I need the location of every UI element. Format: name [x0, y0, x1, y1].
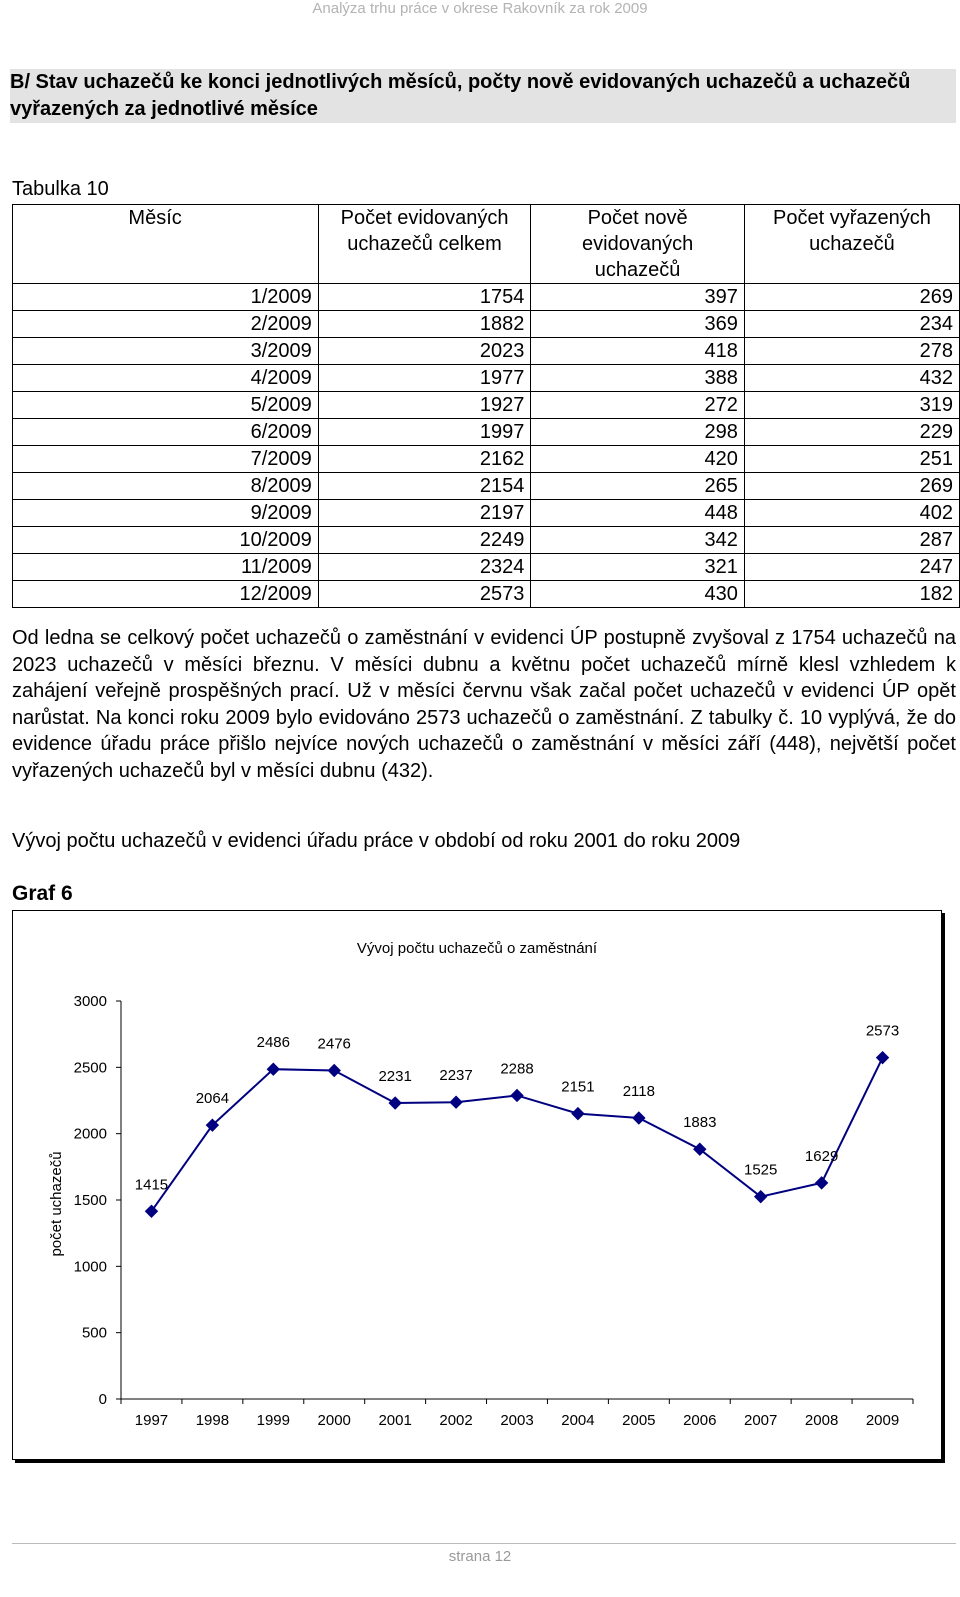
table-caption: Tabulka 10 — [12, 178, 109, 200]
y-tick-label: 3000 — [73, 993, 107, 1010]
x-tick-label: 2002 — [439, 1412, 473, 1429]
cell-total: 2154 — [318, 473, 531, 500]
cell-removed: 432 — [744, 365, 959, 392]
cell-month: 3/2009 — [13, 338, 319, 365]
cell-month: 11/2009 — [13, 554, 319, 581]
table-row — [13, 392, 960, 419]
table-row — [13, 419, 960, 446]
cell-new: 418 — [531, 338, 745, 365]
x-tick-label: 2003 — [500, 1412, 534, 1429]
data-point — [877, 1052, 889, 1064]
cell-month: 8/2009 — [13, 473, 319, 500]
data-point — [816, 1177, 828, 1189]
cell-new: 388 — [531, 365, 745, 392]
body-paragraph: Od ledna se celkový počet uchazečů o zaměstnání v evidenci ÚP postupně zvyšoval z 1754 uchazečů na 2023 uchazečů v měsíci březnu. V měsíci dubnu a květnu počet uchazečů mírně klesl vzhledem k zahájení veřejně prospěšných prací. Už v měsíci červnu však začal počet uchazečů v evidenci ÚP opět narůstat. Na konci roku 2009 bylo evidováno 2573 uchazečů o zaměstnání. Z tabulky č. 10 vyplývá, že do evidence úřadu práce přišlo nejvíce nových uchazečů o zaměstnání v měsíci září (448), největší počet vyřazených uchazečů byl v měsíci dubnu (432). — [12, 627, 956, 782]
y-tick-label: 1000 — [73, 1258, 107, 1276]
data-label: 1629 — [804, 1147, 839, 1165]
x-tick-label: 1997 — [134, 1412, 169, 1429]
x-tick-label: 2004 — [561, 1412, 595, 1429]
header-removed: Počet vyřazených uchazečů — [744, 205, 959, 284]
y-tick-label: 2500 — [73, 1059, 107, 1077]
x-tick-label: 1998 — [195, 1412, 230, 1429]
data-label: 1883 — [683, 1114, 717, 1132]
table-row — [13, 554, 960, 581]
table-row — [13, 311, 960, 338]
cell-month: 1/2009 — [13, 284, 319, 311]
cell-total: 2023 — [318, 338, 531, 365]
cell-total: 2324 — [318, 554, 531, 581]
chart-title: Vývoj počtu uchazečů o zaměstnání — [356, 940, 598, 957]
x-tick-label: 2001 — [378, 1412, 412, 1429]
y-tick-label: 1500 — [73, 1192, 107, 1209]
cell-total: 2197 — [318, 500, 531, 527]
cell-total: 1927 — [318, 392, 531, 419]
data-table — [12, 204, 960, 608]
data-label: 2151 — [561, 1078, 595, 1096]
cell-removed: 269 — [744, 284, 959, 311]
table-row — [13, 284, 960, 311]
data-label: 1415 — [134, 1176, 169, 1194]
cell-total: 2249 — [318, 527, 531, 554]
data-point — [328, 1065, 340, 1077]
data-label: 2486 — [256, 1034, 290, 1052]
x-tick-label: 2007 — [744, 1412, 778, 1429]
cell-removed: 247 — [744, 554, 959, 581]
table-row — [13, 473, 960, 500]
table-row — [13, 365, 960, 392]
cell-removed: 287 — [744, 527, 959, 554]
cell-total: 2573 — [318, 581, 531, 608]
cell-month: 5/2009 — [13, 392, 319, 419]
data-point — [450, 1096, 462, 1108]
cell-new: 265 — [531, 473, 745, 500]
y-tick-label: 500 — [81, 1324, 107, 1342]
cell-month: 6/2009 — [13, 419, 319, 446]
cell-month: 9/2009 — [13, 500, 319, 527]
graf-caption: Graf 6 — [12, 882, 73, 905]
cell-removed: 251 — [744, 446, 959, 473]
cell-removed: 182 — [744, 581, 959, 608]
chart-frame — [12, 910, 942, 1460]
header-new: Počet nově evidovaných uchazečů — [531, 205, 745, 284]
cell-total: 2162 — [318, 446, 531, 473]
table-row — [13, 500, 960, 527]
table-row — [13, 581, 960, 608]
data-label: 2476 — [317, 1035, 351, 1053]
table-row — [13, 527, 960, 554]
header-month: Měsíc — [13, 205, 319, 284]
cell-new: 369 — [531, 311, 745, 338]
line-chart — [13, 911, 941, 1459]
data-point — [633, 1112, 645, 1124]
page-number: strana 12 — [448, 1548, 512, 1565]
data-label: 2237 — [439, 1067, 473, 1085]
table-row — [13, 338, 960, 365]
section-title: B/ Stav uchazečů ke konci jednotlivých měsíců, počty nově evidovaných uchazečů a uchazečů vyřazených za jednotlivé měsíce — [10, 69, 956, 123]
y-tick-label: 2000 — [73, 1125, 107, 1143]
cell-removed: 319 — [744, 392, 959, 419]
cell-total: 1754 — [318, 284, 531, 311]
data-label: 2231 — [378, 1068, 412, 1086]
x-tick-label: 1999 — [256, 1412, 290, 1429]
cell-total: 1882 — [318, 311, 531, 338]
cell-removed: 278 — [744, 338, 959, 365]
table-row — [13, 446, 960, 473]
data-label: 2064 — [195, 1090, 230, 1108]
data-label: 2118 — [622, 1083, 655, 1101]
cell-new: 321 — [531, 554, 745, 581]
cell-month: 7/2009 — [13, 446, 319, 473]
running-header: Analýza trhu práce v okrese Rakovník za rok 2009 — [312, 0, 648, 17]
x-tick-label: 2005 — [622, 1412, 656, 1429]
cell-new: 420 — [531, 446, 745, 473]
cell-month: 10/2009 — [13, 527, 319, 554]
x-tick-label: 2000 — [317, 1412, 351, 1429]
x-tick-label: 2009 — [865, 1412, 900, 1429]
cell-new: 298 — [531, 419, 745, 446]
cell-new: 448 — [531, 500, 745, 527]
cell-removed: 402 — [744, 500, 959, 527]
y-tick-label: 0 — [98, 1391, 107, 1408]
cell-month: 2/2009 — [13, 311, 319, 338]
cell-removed: 269 — [744, 473, 959, 500]
data-label: 2573 — [865, 1022, 900, 1040]
footer-rule — [12, 1543, 956, 1544]
data-label: 1525 — [744, 1161, 778, 1179]
cell-removed: 229 — [744, 419, 959, 446]
data-point — [511, 1089, 523, 1101]
data-point — [572, 1108, 584, 1120]
header-total: Počet evidovaných uchazečů celkem — [318, 205, 531, 284]
data-point — [389, 1097, 401, 1109]
cell-month: 12/2009 — [13, 581, 319, 608]
cell-total: 1997 — [318, 419, 531, 446]
series-line — [151, 1058, 882, 1212]
cell-removed: 234 — [744, 311, 959, 338]
cell-month: 4/2009 — [13, 365, 319, 392]
chart-subheading: Vývoj počtu uchazečů v evidenci úřadu práce v období od roku 2001 do roku 2009 — [12, 830, 741, 852]
cell-total: 1977 — [318, 365, 531, 392]
y-axis-label: počet uchazečů — [48, 1151, 65, 1257]
data-label: 2288 — [500, 1060, 534, 1078]
x-tick-label: 2006 — [683, 1412, 717, 1429]
table-header-row — [13, 205, 960, 284]
cell-new: 430 — [531, 581, 745, 608]
data-point — [145, 1205, 157, 1217]
cell-new: 397 — [531, 284, 745, 311]
cell-new: 272 — [531, 392, 745, 419]
cell-new: 342 — [531, 527, 745, 554]
x-tick-label: 2008 — [804, 1412, 839, 1429]
